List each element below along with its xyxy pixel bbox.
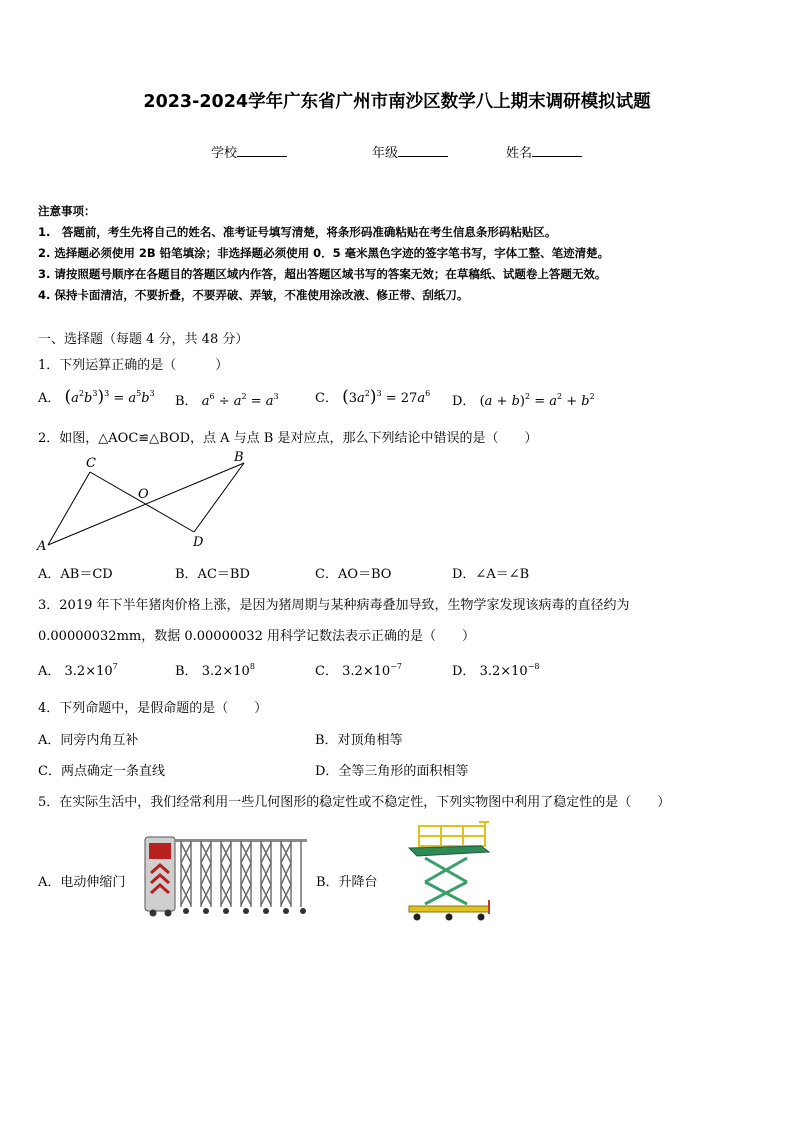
q1-option-b xyxy=(175,390,279,409)
q1-option-c xyxy=(315,387,430,407)
grade-field xyxy=(372,142,448,161)
q1-option-d-formula: $(a + b)^2 = a^2 + b^2$ xyxy=(479,392,595,409)
q2-option-a: A．AB＝CD xyxy=(38,567,113,582)
q3-option-c-mantissa: 3.2×10 xyxy=(342,664,391,679)
platform-wheels xyxy=(414,914,485,921)
q1-option-d-label: D． xyxy=(452,394,476,409)
q3-option-c-label: C． xyxy=(315,664,338,679)
q2-option-c: C．AO＝BO xyxy=(315,567,392,582)
q3-option-a-mantissa: 3.2×10 xyxy=(64,664,113,679)
notice-item-3: 3. 请按照题号顺序在各题目的答题区域内作答，超出答题区域书写的答案无效；在草稿纸、试题卷上答题无效。 xyxy=(38,267,607,281)
q3-option-d xyxy=(452,660,539,679)
q3-option-a xyxy=(38,660,118,679)
q1-option-a-label: A． xyxy=(38,391,61,406)
q3-option-a-label: A． xyxy=(38,664,61,679)
q1-option-d xyxy=(452,390,595,409)
q3-option-b-exponent: 8 xyxy=(249,662,255,671)
name-label: 姓名 xyxy=(506,146,533,161)
q4-option-b: B．对顶角相等 xyxy=(315,733,403,748)
question-5-stem: 5．在实际生活中，我们经常利用一些几何图形的稳定性或不稳定性，下列实物图中利用了稳定性的是（ ） xyxy=(38,795,671,810)
label-o: O xyxy=(138,487,149,502)
notice-item-2: 2. 选择题必须使用 2B 铅笔填涂；非选择题必须使用 0．5 毫米黑色字迹的签字笔书写，字体工整、笔迹清楚。 xyxy=(38,246,610,260)
notice-item-1: 1. 答题前，考生先将自己的姓名、准考证号填写清楚，将条形码准确粘贴在考生信息条形码粘贴区。 xyxy=(38,225,557,239)
question-3-stem-line1: 3．2019 年下半年猪肉价格上涨，是因为猪周期与某种病毒叠加导致，生物学家发现该病毒的直径约为 xyxy=(38,598,630,613)
question-4-stem: 4．下列命题中，是假命题的是（ ） xyxy=(38,701,268,716)
q3-option-b-label: B． xyxy=(175,664,198,679)
q3-option-a-exponent: 7 xyxy=(112,662,118,671)
name-blank xyxy=(532,144,582,157)
notice-heading: 注意事项： xyxy=(38,204,96,218)
platform-base xyxy=(409,906,489,912)
q3-option-d-exponent: −8 xyxy=(527,662,540,671)
line-ac xyxy=(48,472,90,545)
name-field xyxy=(506,142,582,161)
lifting-platform-image xyxy=(405,820,493,926)
q2-option-d: D．∠A＝∠B xyxy=(452,567,530,582)
retractable-gate-image xyxy=(143,833,313,919)
section-heading: 一、选择题（每题 4 分，共 48 分） xyxy=(38,332,249,347)
platform-scissors xyxy=(425,858,467,904)
q1-option-c-formula: $(3a^2)^3 = 27a^6$ xyxy=(342,387,431,407)
q4-option-c: C．两点确定一条直线 xyxy=(38,764,165,779)
school-blank xyxy=(237,144,287,157)
question-3-stem-line2: 0.00000032mm，数据 0.00000032 用科学记数法表示正确的是（ ） xyxy=(38,629,476,644)
school-label: 学校 xyxy=(211,146,238,161)
page-title: 2023-2024学年广东省广州市南沙区数学八上期末调研模拟试题 xyxy=(143,92,651,112)
q3-option-d-mantissa: 3.2×10 xyxy=(479,664,528,679)
question-1-stem: 1．下列运算正确的是（ ） xyxy=(38,358,229,373)
label-a: A xyxy=(37,539,47,554)
grade-blank xyxy=(398,144,448,157)
q5-option-b: B．升降台 xyxy=(316,875,378,890)
label-c: C xyxy=(86,456,96,471)
q5-option-a: A．电动伸缩门 xyxy=(38,875,126,890)
q3-option-c xyxy=(315,660,402,679)
q1-option-b-label: B． xyxy=(175,394,198,409)
q4-option-d: D．全等三角形的面积相等 xyxy=(315,764,469,779)
q1-option-c-label: C． xyxy=(315,391,338,406)
notice-item-4: 4. 保持卡面清洁，不要折叠，不要弄破、弄皱，不准使用涂改液、修正带、刮纸刀。 xyxy=(38,288,469,302)
platform-deck xyxy=(409,846,489,856)
grade-label: 年级 xyxy=(372,146,399,161)
gate-scissor-links xyxy=(181,841,301,907)
q2-option-b: B．AC＝BD xyxy=(175,567,250,582)
gate-head-panel xyxy=(149,843,171,859)
label-b: B xyxy=(234,450,244,465)
q3-option-b xyxy=(175,660,255,679)
school-field xyxy=(211,142,287,161)
q1-option-a-formula: $(a^2b^3)^3 = a^5b^3$ xyxy=(64,387,155,407)
question-2-stem: 2．如图，△AOC≌△BOD，点 A 与点 B 是对应点，那么下列结论中错误的是（ ） xyxy=(38,431,538,446)
label-d: D xyxy=(193,535,204,550)
platform-railing xyxy=(419,822,489,846)
q3-option-c-exponent: −7 xyxy=(390,662,402,671)
q1-option-b-formula: $a^6 \div a^2 = a^3$ xyxy=(201,392,279,409)
triangle-figure xyxy=(34,448,252,554)
line-cd xyxy=(90,472,194,532)
q4-option-a: A．同旁内角互补 xyxy=(38,733,139,748)
q3-option-d-label: D． xyxy=(452,664,476,679)
q3-option-b-mantissa: 3.2×10 xyxy=(201,664,250,679)
q1-option-a xyxy=(38,387,155,407)
